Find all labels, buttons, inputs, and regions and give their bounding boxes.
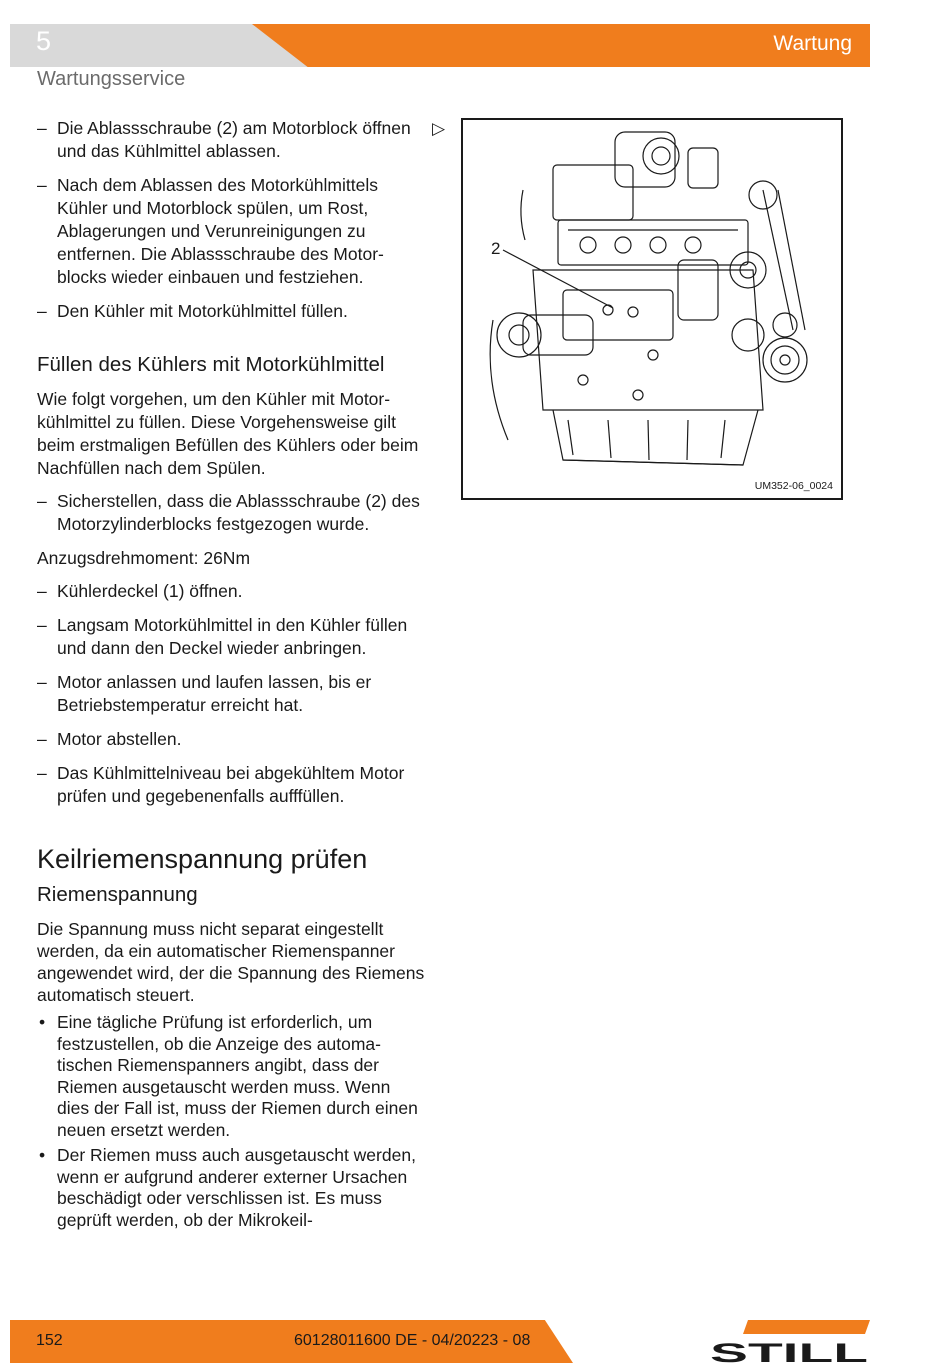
step-open-cap: – Kühlerdeckel (1) öffnen. (37, 580, 427, 603)
step-start-engine: – Motor anlassen und laufen lassen, bis er Betriebstemperatur erreicht hat. (37, 671, 427, 717)
section-name: Wartungsservice (37, 68, 186, 90)
fill-intro: Wie folgt vorgehen, um den Kühler mit Motorkühlmittel zu füllen. Diese Vorgehensweise gilt beim erstmaligen Befüllen des Kühlers oder beim Nachfüllen nach dem Spülen. (37, 389, 419, 478)
engine-drawing (463, 120, 841, 498)
torque-value: Anzugsdrehmoment: 26Nm (37, 548, 251, 568)
chapter-number: 5 (36, 26, 52, 56)
step-stop-engine: – Motor abstellen. (37, 728, 427, 751)
subheading-belt-tension: Riemenspannung (37, 883, 198, 906)
still-logo-text: STILL (710, 1338, 868, 1364)
belt-intro: Die Spannung muss nicht separat eingestellt werden, da ein automatischer Riemenspanner angewendet wird, der die Spannung des Riemens automatisch steuert. (37, 919, 425, 1005)
content-column (37, 117, 427, 1235)
callout-label: 2 (491, 239, 501, 258)
step-check-drain-screw: – Sicherstellen, dass die Ablassschraube (2) des Motorzylinderblocks festgezogen wurde. (37, 490, 427, 536)
page-number: 152 (36, 1332, 63, 1349)
heading-fill-radiator: Füllen des Kühlers mit Motorkühlmittel (37, 353, 385, 376)
document-id: 60128011600 DE - 04/20223 - 08 (294, 1332, 531, 1349)
step-drain-open: – Die Ablassschraube (2) am Motorblock öffnen und das Kühlmittel ablassen. (37, 117, 427, 163)
step-fill: – Den Kühler mit Motorkühlmittel füllen. (37, 300, 427, 323)
figure-code: UM352-06_0024 (754, 480, 833, 492)
step-check-level: – Das Kühlmittelniveau bei abgekühltem Motor prüfen und gegebenenfalls aufffüllen. (37, 762, 427, 808)
chapter-title: Wartung (773, 32, 852, 55)
still-logo (708, 1318, 870, 1364)
bullet-daily-check: • Eine tägliche Prüfung ist erforderlich, um festzustellen, ob die Anzeige des automatischen Riemenspanners angibt, dass der Riemen ausgetauscht werden muss. Wenn dies der Fall ist, muss der Riemen durch einen neuen ersetzt werden. (37, 1012, 427, 1141)
step-fill-slowly: – Langsam Motorkühlmittel in den Kühler füllen und dann den Deckel wieder anbringen. (37, 614, 427, 660)
heading-belt-tension: Keilriemenspannung prüfen (37, 844, 368, 874)
step-flush: – Nach dem Ablassen des Motorkühlmittels Kühler und Motorblock spülen, um Rost, Ablagerungen und Verunreinigungen zu entfernen. Die Ablassschraube des Motorblocks wieder einbauen und festziehen. (37, 174, 427, 289)
engine-figure (461, 118, 843, 500)
note-arrow-icon: ▷ (432, 119, 446, 138)
bullet-replace-belt: • Der Riemen muss auch ausgetauscht werden, wenn er aufgrund anderer externer Ursachen beschädigt oder verschlissen ist. Es muss geprüft werden, ob der Mikrokeil- (37, 1145, 427, 1231)
